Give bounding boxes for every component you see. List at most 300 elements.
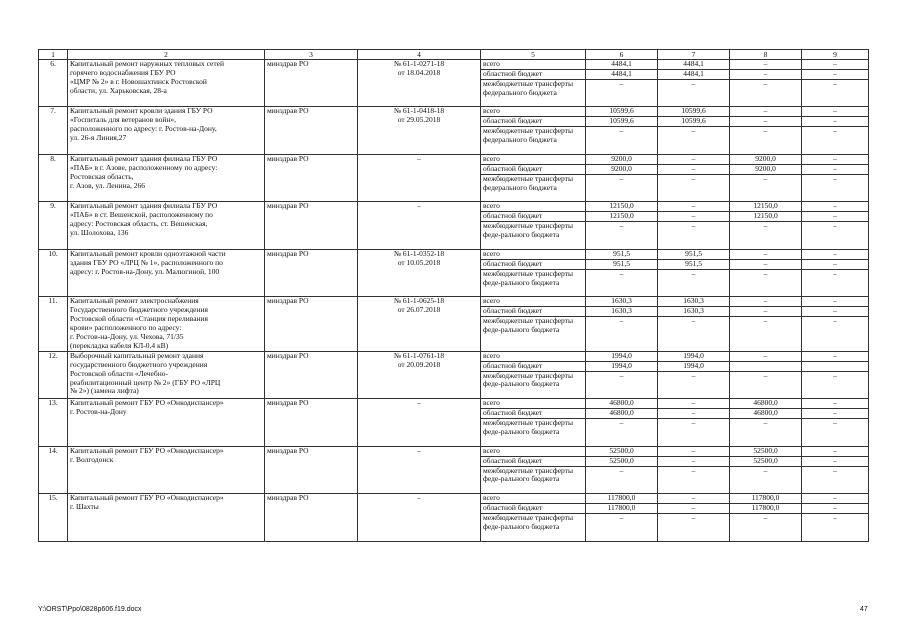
value-subcell: всего [481, 202, 585, 212]
value-subcell: – [833, 127, 837, 136]
value-subcell: 12150,0 [730, 212, 801, 222]
amount-year2-cell [730, 297, 802, 351]
expertise-doc-line: – [417, 398, 421, 408]
value-subcell: 951,5 [658, 260, 729, 270]
value-subcell: – [802, 155, 868, 165]
value-subcell: – [802, 250, 868, 260]
organization-cell: минздрав РО [265, 297, 358, 351]
amount-total-cell [586, 154, 658, 201]
value-subcell: – [763, 269, 768, 278]
expertise-doc-cell [358, 297, 481, 351]
value-subcell: 117800,0 [730, 504, 801, 514]
amount-total-cell [586, 399, 658, 446]
financing-table [38, 49, 869, 542]
value-subcell: 117800,0 [586, 494, 657, 504]
organization-cell: минздрав РО [265, 107, 358, 154]
value-subcell: областной бюджет [481, 260, 585, 270]
document-table-area [38, 49, 868, 542]
amount-year3-cell [802, 202, 869, 249]
amount-year3-cell [802, 154, 869, 201]
amount-year2-cell [730, 107, 802, 154]
value-subcell: 4484,1 [586, 60, 657, 70]
row-number: 11. [39, 297, 68, 351]
value-subcell: – [802, 352, 868, 362]
value-subcell: – [802, 447, 868, 457]
table-row [39, 351, 869, 398]
amount-year1-cell [658, 107, 730, 154]
object-name-line: государственного бюджетного учреждения [70, 359, 208, 369]
column-header: 1 [39, 50, 68, 60]
value-subcell: – [730, 60, 801, 70]
amount-year3-cell [802, 249, 869, 296]
value-subcell: – [802, 212, 868, 222]
value-subcell: – [833, 174, 837, 183]
expertise-doc-cell [358, 154, 481, 201]
row-number: 6. [39, 60, 68, 107]
object-name-line: «Госпиталь для ветеранов войн», [70, 115, 176, 125]
amount-year2-cell [730, 202, 802, 249]
value-subcell: областной бюджет [481, 117, 585, 127]
object-name-cell [68, 446, 265, 493]
value-subcell: – [763, 419, 768, 428]
value-subcell: – [619, 222, 624, 231]
object-name-line: здания ГБУ РО «ЛРЦ № 1», расположенного по [70, 257, 223, 267]
object-name-line: Государственного бюджетного учреждения [70, 305, 208, 315]
value-subcell: 951,5 [586, 260, 657, 270]
value-subcell: всего [481, 107, 585, 117]
value-subcell: 117800,0 [586, 504, 657, 514]
funding-source-cell [481, 202, 586, 249]
amount-year1-cell [658, 297, 730, 351]
value-subcell: 951,5 [586, 250, 657, 260]
row-number: 9. [39, 202, 68, 249]
amount-year1-cell [658, 494, 730, 541]
value-subcell: – [833, 269, 837, 278]
amount-year3-cell [802, 351, 869, 398]
value-subcell: всего [481, 399, 585, 409]
value-subcell: областной бюджет [481, 70, 585, 80]
expertise-doc-cell [358, 446, 481, 493]
footer-file-path: Y:\ORST\Ppo\0828p606.f19.docx [38, 606, 142, 613]
value-subcell: 1994,0 [586, 352, 657, 362]
value-subcell: областной бюджет [481, 409, 585, 419]
column-header: 8 [730, 50, 802, 60]
value-subcell: – [730, 297, 801, 307]
value-subcell: межбюджетные трансферты феде-рального бюджета [483, 513, 573, 531]
expertise-doc-line: № 61-1-0625-18 [393, 296, 445, 306]
expertise-doc-cell [358, 202, 481, 249]
column-header: 2 [68, 50, 265, 60]
value-subcell: 52500,0 [586, 457, 657, 467]
funding-source-cell [481, 351, 586, 398]
object-name-line: области, ул. Харьковская, 28-а [70, 85, 167, 95]
value-subcell: – [763, 127, 768, 136]
value-subcell: – [802, 70, 868, 80]
object-name-line: г. Азов, ул. Ленина, 266 [70, 180, 146, 190]
expertise-doc-line: – [417, 446, 421, 455]
object-name-line: г. Шахты [70, 502, 99, 512]
organization-cell: минздрав РО [265, 202, 358, 249]
column-header: 7 [658, 50, 730, 60]
value-subcell: 1630,3 [586, 297, 657, 307]
value-subcell: 10599,6 [586, 107, 657, 117]
value-subcell: – [691, 419, 696, 428]
value-subcell: 1630,3 [658, 297, 729, 307]
object-name-line: «ЦМР № 2» в г. Новошахтинск Ростовской [70, 76, 207, 86]
value-subcell: 9200,0 [730, 155, 801, 165]
amount-year1-cell [658, 202, 730, 249]
object-name-line: адресу: г. Ростов-на-Дону, ул. Малюгиной, 100 [70, 266, 220, 276]
object-name-line: № 2») (замена лифта) [70, 386, 139, 396]
value-subcell: межбюджетные трансферты феде-рального бюджета [483, 371, 573, 389]
amount-total-cell [586, 446, 658, 493]
organization-cell: минздрав РО [265, 351, 358, 398]
object-name-line: Ростовской области «Лечебно- [70, 368, 168, 378]
value-subcell: – [802, 409, 868, 419]
value-subcell: 1994,0 [658, 352, 729, 362]
value-subcell: – [691, 371, 696, 380]
object-name-line: (перекладка кабеля КЛ-0,4 кВ) [70, 340, 169, 350]
value-subcell: – [658, 155, 729, 165]
value-subcell: – [763, 174, 768, 183]
object-name-line: г. Волгодонск [70, 454, 114, 464]
value-subcell: – [691, 317, 696, 326]
expertise-doc-line: № 61-1-0271-18 [393, 59, 445, 68]
expertise-doc-line: от 29.05.2018 [397, 115, 441, 125]
expertise-doc-line: от 20.09.2018 [397, 359, 441, 369]
value-subcell: – [619, 466, 624, 475]
expertise-doc-cell [358, 249, 481, 296]
object-name-line: Ростовской области «Станция переливания [70, 314, 208, 324]
object-name-line: крови» расположенного по адресу: [70, 323, 182, 333]
value-subcell: – [619, 127, 624, 136]
object-name-line: «ПАБ» в г. Азове, расположенному по адресу: [70, 162, 218, 172]
value-subcell: – [802, 165, 868, 175]
value-subcell: – [802, 117, 868, 127]
value-subcell: – [802, 260, 868, 270]
value-subcell: – [833, 419, 837, 428]
expertise-doc-cell [358, 60, 481, 107]
expertise-doc-line: от 26.07.2018 [397, 305, 441, 315]
value-subcell: 1630,3 [658, 307, 729, 317]
table-row [39, 494, 869, 541]
value-subcell: 52500,0 [730, 447, 801, 457]
object-name-cell [68, 202, 265, 249]
object-name-line: адресу: Ростовская область, ст. Вешенская, [70, 219, 208, 229]
funding-source-cell [481, 107, 586, 154]
expertise-doc-cell [358, 107, 481, 154]
value-subcell: – [802, 107, 868, 117]
object-name-cell [68, 494, 265, 541]
value-subcell: межбюджетные трансферты федерального бюджета [483, 174, 573, 192]
value-subcell: – [730, 117, 801, 127]
funding-source-cell [481, 60, 586, 107]
amount-year3-cell [802, 60, 869, 107]
value-subcell: – [619, 269, 624, 278]
value-subcell: межбюджетные трансферты феде-рального бюджета [483, 317, 573, 335]
amount-year2-cell [730, 494, 802, 541]
amount-year2-cell [730, 249, 802, 296]
amount-year1-cell [658, 60, 730, 107]
amount-year1-cell [658, 154, 730, 201]
object-name-line: расположенного по адресу: г. Ростов-на-Дону, [70, 124, 217, 134]
funding-source-cell [481, 249, 586, 296]
object-name-line: Капитальный ремонт наружных тепловых сетей [70, 59, 224, 68]
value-subcell: – [763, 79, 768, 88]
object-name-line: Капитальный ремонт ГБУ РО «Онкодиспансер» [70, 398, 224, 408]
value-subcell: – [763, 222, 768, 231]
amount-year1-cell [658, 351, 730, 398]
value-subcell: всего [481, 250, 585, 260]
value-subcell: – [730, 260, 801, 270]
value-subcell: – [730, 70, 801, 80]
funding-source-cell [481, 494, 586, 541]
value-subcell: – [802, 60, 868, 70]
row-number: 13. [39, 399, 68, 446]
value-subcell: – [658, 457, 729, 467]
value-subcell: – [802, 307, 868, 317]
value-subcell [730, 362, 801, 372]
object-name-line: Капитальный ремонт ГБУ РО «Онкодиспансер» [70, 446, 224, 455]
value-subcell: – [763, 371, 768, 380]
value-subcell: – [833, 317, 837, 326]
amount-year2-cell [730, 154, 802, 201]
value-subcell: – [691, 466, 696, 475]
value-subcell: 1630,3 [586, 307, 657, 317]
value-subcell: – [802, 399, 868, 409]
value-subcell: – [619, 513, 624, 522]
object-name-line: реабилитационный центр № 2» (ГБУ РО «ЛРЦ [70, 377, 221, 387]
amount-year3-cell [802, 107, 869, 154]
amount-year1-cell [658, 399, 730, 446]
value-subcell: межбюджетные трансферты федерального бюджета [483, 79, 573, 97]
value-subcell: 117800,0 [730, 494, 801, 504]
row-number: 15. [39, 494, 68, 541]
value-subcell: 46800,0 [730, 409, 801, 419]
value-subcell: – [691, 127, 696, 136]
object-name-line: Капитальный ремонт здания филиала ГБУ РО [70, 201, 218, 211]
value-subcell: – [658, 409, 729, 419]
value-subcell: – [763, 466, 768, 475]
value-subcell: – [658, 399, 729, 409]
value-subcell: межбюджетные трансферты феде-рального бюджета [483, 419, 573, 436]
expertise-doc-line: – [417, 201, 421, 211]
table-row [39, 249, 869, 296]
value-subcell: 46800,0 [730, 399, 801, 409]
value-subcell: – [619, 317, 624, 326]
expertise-doc-line: – [417, 154, 421, 163]
table-row [39, 297, 869, 351]
value-subcell: 4484,1 [586, 70, 657, 80]
value-subcell: – [691, 222, 696, 231]
value-subcell: 46800,0 [586, 399, 657, 409]
value-subcell: 12150,0 [730, 202, 801, 212]
value-subcell: – [691, 79, 696, 88]
value-subcell: – [619, 79, 624, 88]
value-subcell: – [730, 352, 801, 362]
object-name-cell [68, 297, 265, 351]
value-subcell: – [763, 317, 768, 326]
value-subcell: – [833, 513, 837, 522]
object-name-cell [68, 399, 265, 446]
amount-year3-cell [802, 494, 869, 541]
value-subcell: областной бюджет [481, 212, 585, 222]
amount-year1-cell [658, 446, 730, 493]
value-subcell: – [619, 371, 624, 380]
value-subcell: – [691, 513, 696, 522]
value-subcell: – [833, 466, 837, 475]
object-name-line: Капитальный ремонт электроснабжения [70, 296, 199, 306]
table-header [39, 50, 869, 60]
object-name-line: Капитальный ремонт кровли здания ГБУ РО [70, 106, 213, 116]
expertise-doc-line: от 10.05.2018 [397, 257, 441, 267]
amount-year2-cell [730, 446, 802, 493]
value-subcell: 9200,0 [586, 155, 657, 165]
object-name-cell [68, 154, 265, 201]
value-subcell: всего [481, 494, 585, 504]
value-subcell: – [833, 79, 837, 88]
funding-source-cell [481, 446, 586, 493]
value-subcell: 12150,0 [586, 202, 657, 212]
amount-total-cell [586, 351, 658, 398]
value-subcell: – [730, 307, 801, 317]
expertise-doc-cell [358, 351, 481, 398]
value-subcell: межбюджетные трансферты феде-рального бюджета [483, 269, 573, 287]
column-header: 4 [358, 50, 481, 60]
value-subcell: межбюджетные трансферты феде-рального бюджета [483, 466, 573, 484]
object-name-line: Капитальный ремонт кровли одноэтажной части [70, 249, 226, 258]
amount-year1-cell [658, 249, 730, 296]
table-row [39, 202, 869, 249]
value-subcell: областной бюджет [481, 457, 585, 467]
expertise-doc-line: № 61-1-0418-18 [393, 106, 445, 116]
amount-year3-cell [802, 446, 869, 493]
value-subcell: – [658, 494, 729, 504]
value-subcell: 46800,0 [586, 409, 657, 419]
funding-source-cell [481, 399, 586, 446]
table-row [39, 446, 869, 493]
value-subcell: 10599,6 [658, 107, 729, 117]
object-name-line: горячего водоснабжения ГБУ РО [70, 67, 176, 77]
object-name-line: Капитальный ремонт ГБУ РО «Онкодиспансер» [70, 493, 224, 503]
expertise-doc-line: – [417, 493, 421, 503]
organization-cell: минздрав РО [265, 399, 358, 446]
value-subcell: областной бюджет [481, 362, 585, 372]
amount-year3-cell [802, 399, 869, 446]
expertise-doc-cell [358, 399, 481, 446]
table-row [39, 107, 869, 154]
amount-total-cell [586, 249, 658, 296]
value-subcell: 951,5 [658, 250, 729, 260]
funding-source-cell [481, 297, 586, 351]
amount-total-cell [586, 202, 658, 249]
value-subcell: 10599,6 [586, 117, 657, 127]
value-subcell: 1994,0 [586, 362, 657, 372]
value-subcell: – [833, 371, 837, 380]
object-name-line: г. Ростов-на-Дону, ул. Чехова, 71/35 [70, 331, 184, 341]
amount-total-cell [586, 107, 658, 154]
organization-cell: минздрав РО [265, 494, 358, 541]
amount-total-cell [586, 297, 658, 351]
row-number: 12. [39, 351, 68, 398]
value-subcell: – [658, 202, 729, 212]
value-subcell: – [658, 212, 729, 222]
value-subcell: областной бюджет [481, 307, 585, 317]
value-subcell: – [691, 269, 696, 278]
organization-cell: минздрав РО [265, 60, 358, 107]
value-subcell: – [802, 202, 868, 212]
value-subcell: 4484,1 [658, 60, 729, 70]
object-name-cell [68, 60, 265, 107]
amount-year2-cell [730, 351, 802, 398]
column-header: 5 [481, 50, 586, 60]
value-subcell: – [730, 250, 801, 260]
value-subcell [802, 362, 868, 372]
object-name-line: ул. Шолохова, 136 [70, 228, 129, 238]
value-subcell: 52500,0 [586, 447, 657, 457]
value-subcell: 12150,0 [586, 212, 657, 222]
value-subcell: областной бюджет [481, 165, 585, 175]
object-name-line: Выборочный капитальный ремонт здания [70, 351, 204, 360]
value-subcell: всего [481, 60, 585, 70]
value-subcell: – [763, 513, 768, 522]
organization-cell: минздрав РО [265, 154, 358, 201]
amount-year2-cell [730, 399, 802, 446]
organization-cell: минздрав РО [265, 249, 358, 296]
expertise-doc-cell [358, 494, 481, 541]
table-row [39, 60, 869, 107]
value-subcell: – [833, 222, 837, 231]
object-name-line: ул. 26-я Линия,27 [70, 133, 127, 143]
column-header: 3 [265, 50, 358, 60]
page-number: 47 [860, 606, 868, 613]
value-subcell: межбюджетные трансферты феде-рального бюджета [483, 222, 573, 240]
value-subcell: всего [481, 447, 585, 457]
table-row [39, 399, 869, 446]
value-subcell: 1994,0 [658, 362, 729, 372]
organization-cell: минздрав РО [265, 446, 358, 493]
row-number: 14. [39, 446, 68, 493]
value-subcell: – [658, 447, 729, 457]
object-name-line: г. Ростов-на-Дону [70, 407, 127, 417]
expertise-doc-line: № 61-1-0352-18 [393, 249, 445, 258]
object-name-cell [68, 107, 265, 154]
row-number: 8. [39, 154, 68, 201]
value-subcell: – [691, 174, 696, 183]
amount-year2-cell [730, 60, 802, 107]
row-number: 7. [39, 107, 68, 154]
value-subcell: – [730, 107, 801, 117]
value-subcell: – [802, 297, 868, 307]
column-header: 6 [586, 50, 658, 60]
amount-total-cell [586, 60, 658, 107]
value-subcell: межбюджетные трансферты федерального бюджета [483, 127, 573, 145]
value-subcell: областной бюджет [481, 504, 585, 514]
object-name-line: Ростовская область, [70, 171, 134, 181]
value-subcell: всего [481, 297, 585, 307]
value-subcell: – [658, 165, 729, 175]
expertise-doc-line: от 18.04.2018 [397, 67, 441, 77]
value-subcell: – [619, 419, 624, 428]
value-subcell: – [802, 504, 868, 514]
object-name-cell [68, 351, 265, 398]
value-subcell: 10599,6 [658, 117, 729, 127]
row-number: 10. [39, 249, 68, 296]
table-body [39, 60, 869, 542]
value-subcell: всего [481, 352, 585, 362]
amount-total-cell [586, 494, 658, 541]
object-name-line: Капитальный ремонт здания филиала ГБУ РО [70, 154, 218, 163]
